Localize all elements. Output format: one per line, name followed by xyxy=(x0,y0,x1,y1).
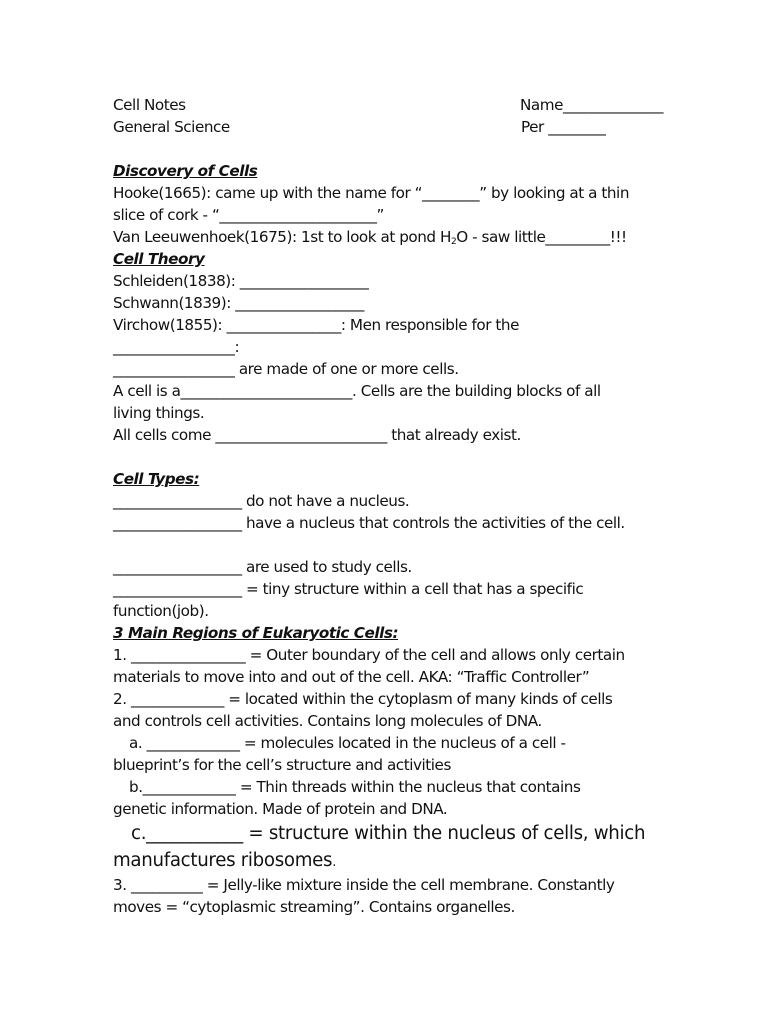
region-2a-line-1: a. _____________ = molecules located in the nucleus of a cell - xyxy=(129,734,566,752)
study-cells-line: __________________ are used to study cells. xyxy=(113,558,412,576)
region-2b-line-2: genetic information. Made of protein and DNA. xyxy=(113,800,448,818)
header-row-1 xyxy=(113,94,713,116)
regions-heading: 3 Main Regions of Eukaryotic Cells: xyxy=(113,624,399,642)
spacer xyxy=(113,534,713,556)
region-2c-text: manufactures ribosomes xyxy=(113,850,333,871)
have-nucleus-line: __________________ have a nucleus that controls the activities of the cell. xyxy=(113,514,625,532)
cell-is-line-1: A cell is a________________________. Cells are the building blocks of all xyxy=(113,382,601,400)
cell-types-heading: Cell Types: xyxy=(113,470,200,488)
notes-document xyxy=(113,94,713,918)
no-nucleus-line: __________________ do not have a nucleus. xyxy=(113,492,410,510)
region-2b-line-1: b._____________ = Thin threads within the nucleus that contains xyxy=(129,778,581,796)
leeuwenhoek-text-end: O - saw little_________!!! xyxy=(456,228,627,246)
discovery-heading: Discovery of Cells xyxy=(113,162,258,180)
schwann-line: Schwann(1839): __________________ xyxy=(113,294,364,312)
region-2-line-2: and controls cell activities. Contains long molecules of DNA. xyxy=(113,712,542,730)
subscript-two: 2 xyxy=(450,237,457,247)
region-2c-line-2 xyxy=(113,847,713,874)
virchow-continuation: _________________: xyxy=(113,338,240,356)
name-field: Name______________ xyxy=(520,96,664,114)
region-2a-line-2: blueprint’s for the cell’s structure and activities xyxy=(113,756,451,774)
region-3-line-2: moves = “cytoplasmic streaming”. Contains organelles. xyxy=(113,898,515,916)
region-2c-line-1: c.___________ = structure within the nucleus of cells, which xyxy=(131,823,646,844)
cells-come-line: All cells come ________________________ that already exist. xyxy=(113,426,521,444)
spacer xyxy=(113,138,713,160)
leeuwenhoek-line xyxy=(113,226,713,248)
leeuwenhoek-text-start: Van Leeuwenhoek(1675): 1st to look at pond H xyxy=(113,228,451,246)
subject-label: General Science xyxy=(113,118,230,136)
header-row-2 xyxy=(113,116,713,138)
hooke-line-2: slice of cork - “______________________” xyxy=(113,206,384,224)
hooke-line-1: Hooke(1665): came up with the name for “________” by looking at a thin xyxy=(113,184,630,202)
period-field: Per ________ xyxy=(521,118,606,136)
region-1-line-1: 1. ________________ = Outer boundary of the cell and allows only certain xyxy=(113,646,625,664)
spacer xyxy=(113,446,713,468)
region-2c-period: . xyxy=(332,855,337,870)
document-title: Cell Notes xyxy=(113,96,186,114)
organelle-line-2: function(job). xyxy=(113,602,209,620)
organelle-line-1: __________________ = tiny structure within a cell that has a specific xyxy=(113,580,584,598)
cell-theory-heading: Cell Theory xyxy=(113,250,205,268)
schleiden-line: Schleiden(1838): __________________ xyxy=(113,272,369,290)
region-3-line-1: 3. __________ = Jelly-like mixture inside the cell membrane. Constantly xyxy=(113,876,615,894)
region-2-line-1: 2. _____________ = located within the cytoplasm of many kinds of cells xyxy=(113,690,613,708)
region-1-line-2: materials to move into and out of the cell. AKA: “Traffic Controller” xyxy=(113,668,590,686)
made-of-cells-line: _________________ are made of one or more cells. xyxy=(113,360,459,378)
virchow-line: Virchow(1855): ________________: Men responsible for the xyxy=(113,316,519,334)
cell-is-line-2: living things. xyxy=(113,404,205,422)
